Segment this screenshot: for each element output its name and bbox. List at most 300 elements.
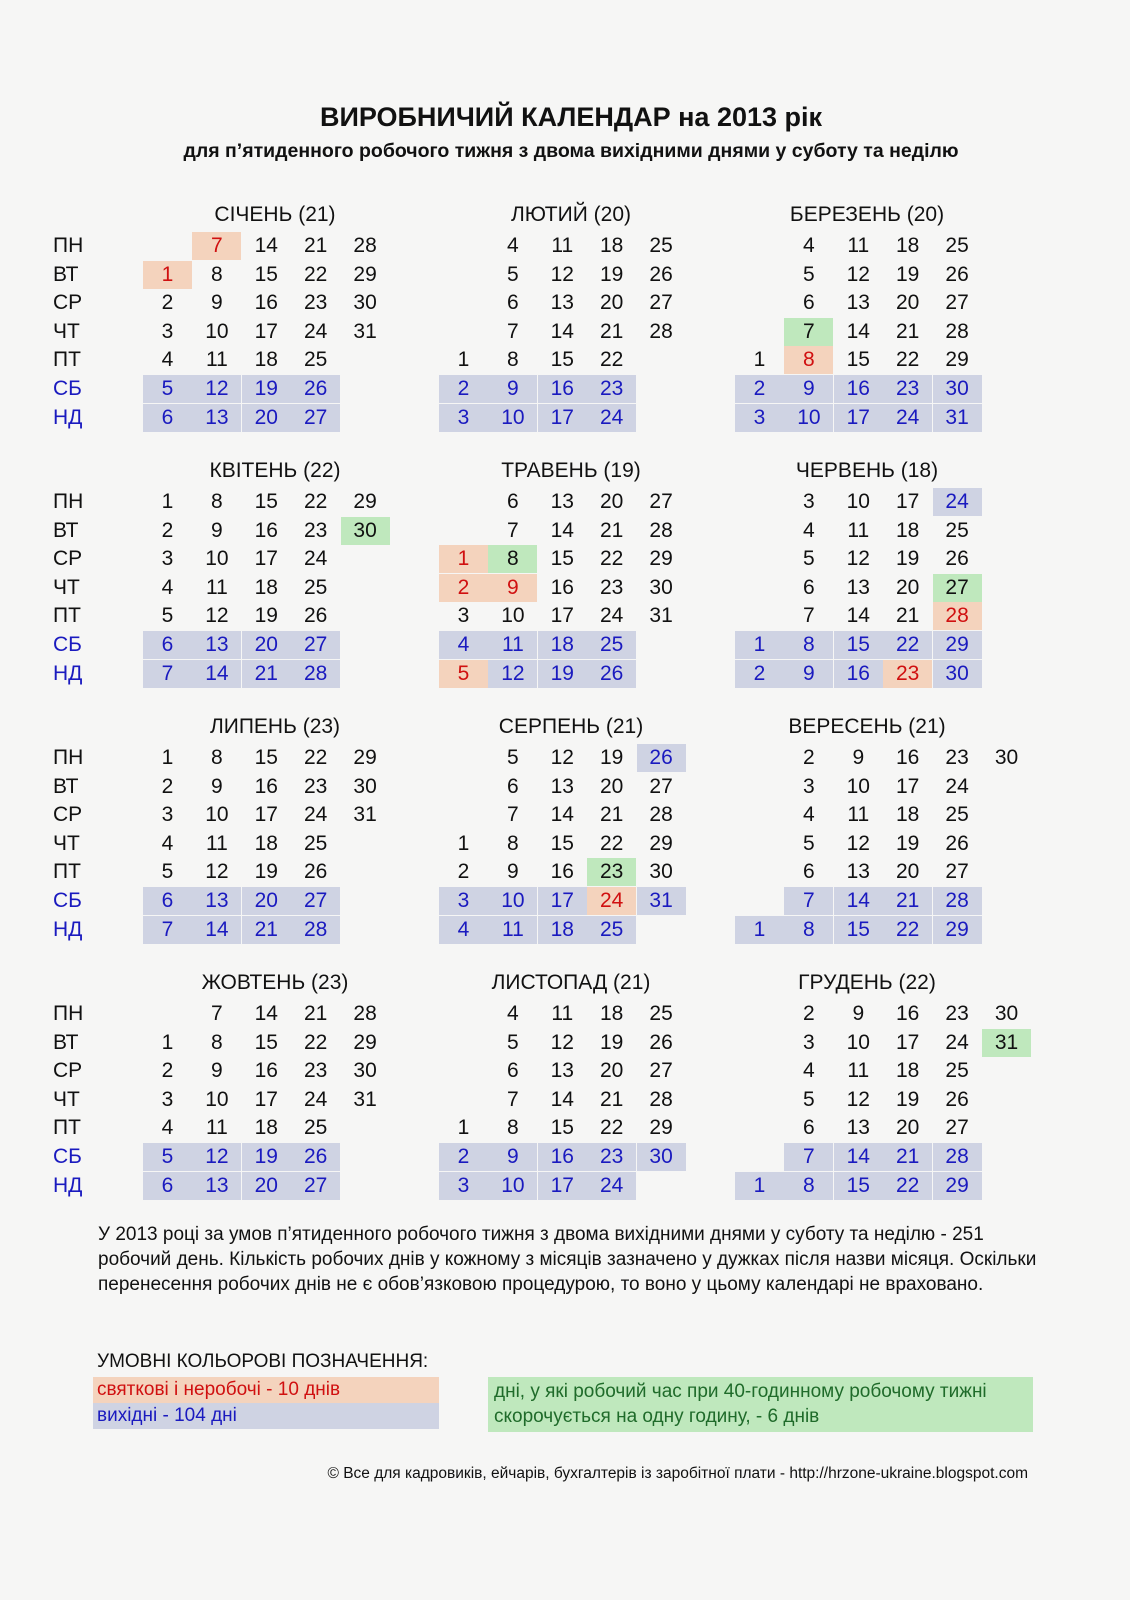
calendar-day: 22 — [883, 631, 932, 659]
calendar-day: 1 — [735, 631, 784, 659]
calendar-day: 11 — [205, 575, 228, 599]
calendar-day: 6 — [803, 575, 815, 599]
calendar-day: 13 — [846, 1116, 870, 1140]
calendar-day: 9 — [211, 774, 223, 798]
calendar-day: 3 — [803, 774, 815, 798]
legend-title: УМОВНІ КОЛЬОРОВІ ПОЗНАЧЕННЯ: — [97, 1351, 429, 1372]
calendar-day: 30 — [353, 774, 377, 798]
calendar-day: 26 — [945, 1087, 969, 1111]
calendar-day: 23 — [304, 291, 328, 315]
calendar-day: 8 — [211, 746, 223, 769]
calendar-day: 29 — [353, 262, 377, 286]
weekday-label: ПТ — [53, 1116, 81, 1140]
calendar-day: 7 — [143, 916, 192, 944]
calendar-day: 2 — [161, 291, 174, 315]
calendar-day: 26 — [649, 1030, 673, 1054]
calendar-day: 26 — [304, 860, 328, 884]
calendar-day: 24 — [304, 1087, 328, 1111]
calendar-day: 31 — [649, 604, 673, 628]
calendar-day: 18 — [254, 1116, 278, 1140]
calendar-day: 24 — [587, 404, 636, 432]
calendar-day: 17 — [254, 803, 278, 827]
calendar-day: 7 — [192, 232, 241, 260]
calendar-day: 13 — [846, 575, 870, 599]
calendar-day: 26 — [945, 262, 969, 286]
calendar-day: 12 — [846, 831, 870, 855]
calendar-day: 7 — [507, 319, 519, 343]
calendar-day: 25 — [304, 348, 328, 372]
month-name: ВЕРЕСЕНЬ (21) — [788, 715, 946, 738]
calendar-day: 22 — [883, 1172, 932, 1200]
calendar-day: 29 — [933, 916, 982, 944]
calendar-day: 9 — [784, 660, 833, 688]
calendar-day: 12 — [846, 1087, 870, 1111]
month-name: ЧЕРВЕНЬ (18) — [795, 459, 939, 482]
calendar-day: 20 — [600, 1059, 624, 1083]
calendar-day: 6 — [143, 887, 192, 915]
calendar-day: 25 — [304, 1116, 328, 1140]
calendar-day: 27 — [649, 774, 673, 798]
calendar-day: 28 — [945, 319, 969, 343]
calendar-day: 28 — [291, 916, 340, 944]
calendar-day: 18 — [538, 631, 587, 659]
calendar-day: 5 — [161, 860, 174, 884]
calendar-day: 28 — [353, 234, 377, 257]
calendar-day: 30 — [933, 660, 982, 688]
calendar-day: 18 — [896, 518, 920, 542]
calendar-day: 3 — [161, 1087, 174, 1111]
calendar-day: 12 — [550, 1030, 574, 1054]
calendar-day: 4 — [161, 348, 174, 372]
calendar-day: 27 — [291, 404, 340, 432]
calendar-day: 5 — [803, 1087, 815, 1111]
calendar-day: 20 — [896, 1116, 920, 1140]
calendar-day: 5 — [161, 604, 174, 628]
calendar-day: 11 — [847, 1059, 870, 1083]
calendar-day: 9 — [488, 1143, 537, 1171]
calendar-day: 24 — [587, 1172, 636, 1200]
calendar-day: 14 — [846, 604, 870, 628]
calendar-day: 14 — [254, 234, 278, 257]
calendar-day: 11 — [205, 831, 228, 855]
calendar-day: 13 — [192, 631, 241, 659]
calendar-day: 21 — [242, 916, 291, 944]
calendar-day: 5 — [439, 660, 488, 688]
calendar-day: 14 — [550, 1087, 574, 1111]
calendar-day: 11 — [847, 234, 870, 257]
calendar-day: 30 — [353, 291, 377, 315]
calendar-day: 31 — [353, 803, 377, 827]
calendar-day: 20 — [600, 291, 624, 315]
calendar-day: 1 — [161, 1030, 174, 1054]
calendar-day: 11 — [488, 916, 537, 944]
calendar-day: 20 — [242, 887, 291, 915]
calendar-day: 12 — [550, 262, 574, 286]
calendar-day: 18 — [896, 803, 920, 827]
calendar-day: 1 — [161, 746, 174, 769]
calendar-day: 10 — [488, 887, 537, 915]
calendar-day: 11 — [847, 518, 870, 542]
calendar-day: 10 — [846, 1030, 870, 1054]
calendar-day: 9 — [852, 746, 865, 769]
weekday-label: ПН — [53, 746, 84, 769]
calendar-day: 25 — [649, 234, 673, 257]
weekday-label: ПТ — [53, 604, 81, 628]
calendar-day: 19 — [538, 660, 587, 688]
calendar-day: 3 — [439, 887, 488, 915]
calendar-day: 24 — [933, 488, 982, 516]
calendar-day: 17 — [538, 404, 587, 432]
calendar-day: 22 — [896, 348, 920, 372]
weekday-label: НД — [53, 1173, 83, 1197]
calendar-day: 27 — [291, 887, 340, 915]
calendar-day: 4 — [803, 803, 815, 827]
calendar-day: 3 — [161, 803, 174, 827]
calendar-day: 4 — [803, 1059, 815, 1083]
calendar-day: 24 — [600, 604, 624, 628]
calendar-day: 15 — [846, 348, 870, 372]
calendar-day: 24 — [945, 1030, 969, 1054]
calendar-day: 27 — [649, 1059, 673, 1083]
calendar-day: 2 — [161, 774, 174, 798]
calendar-day: 16 — [834, 375, 883, 403]
calendar-day: 6 — [803, 1116, 815, 1140]
calendar-day: 8 — [784, 1172, 833, 1200]
calendar-day: 14 — [254, 1002, 278, 1025]
weekday-label: ЧТ — [53, 1087, 80, 1111]
calendar-day: 22 — [600, 547, 624, 571]
weekday-label: СР — [53, 547, 83, 571]
footer-credit: © Все для кадровиків, ейчарів, бухгалтерів із заробітної плати - http://hrzone-ukraine.blogspot.com — [327, 1465, 1028, 1482]
calendar-day: 11 — [205, 348, 228, 372]
calendar-day: 4 — [161, 575, 174, 599]
weekday-label: ВТ — [53, 1030, 79, 1054]
calendar-day: 15 — [254, 262, 278, 286]
calendar-day: 3 — [161, 319, 174, 343]
calendar-day: 11 — [205, 1116, 228, 1140]
weekday-label: ПТ — [53, 348, 81, 372]
calendar-day: 5 — [803, 547, 815, 571]
calendar-day: 13 — [550, 1059, 574, 1083]
calendar-day: 14 — [550, 319, 574, 343]
calendar-day: 19 — [600, 262, 624, 286]
weekday-label: ВТ — [53, 518, 79, 542]
weekday-label: СБ — [53, 889, 82, 912]
calendar-day: 4 — [507, 234, 519, 257]
calendar-day: 26 — [945, 831, 969, 855]
calendar-day: 27 — [291, 1172, 340, 1200]
calendar-day: 29 — [353, 746, 377, 769]
calendar-day: 18 — [254, 831, 278, 855]
calendar-day: 1 — [161, 490, 174, 513]
month-name: БЕРЕЗЕНЬ (20) — [789, 203, 945, 226]
calendar-day: 13 — [550, 490, 574, 513]
calendar-day: 15 — [834, 1172, 883, 1200]
calendar-day: 28 — [933, 887, 982, 915]
legend-weekends: вихідні - 104 дні — [93, 1403, 439, 1429]
calendar-day: 10 — [205, 547, 229, 571]
calendar-day: 20 — [600, 774, 624, 798]
calendar-day: 9 — [211, 1059, 223, 1083]
calendar-day: 21 — [896, 319, 920, 343]
calendar-day: 27 — [945, 1116, 969, 1140]
calendar-day: 19 — [600, 1030, 624, 1054]
weekday-label: ВТ — [53, 774, 79, 798]
calendar-day: 21 — [600, 319, 624, 343]
calendar-day: 5 — [803, 831, 815, 855]
calendar-day: 22 — [304, 490, 328, 513]
calendar-day: 16 — [550, 860, 574, 884]
calendar-day: 8 — [784, 631, 833, 659]
calendar-day: 6 — [803, 860, 815, 884]
weekday-label: СР — [53, 291, 83, 315]
calendar-day: 5 — [143, 1143, 192, 1171]
calendar-day: 6 — [507, 490, 519, 513]
calendar-day: 12 — [205, 860, 229, 884]
calendar-day: 28 — [649, 1087, 673, 1111]
calendar-day: 4 — [439, 631, 488, 659]
calendar-day: 8 — [507, 1116, 519, 1140]
calendar-day: 12 — [846, 262, 870, 286]
calendar-day: 16 — [896, 746, 920, 769]
weekday-label: СР — [53, 803, 83, 827]
calendar-day: 21 — [304, 234, 328, 257]
calendar-day: 19 — [896, 262, 920, 286]
calendar-day: 1 — [143, 261, 192, 289]
legend-holidays: святкові і неробочі - 10 днів — [93, 1377, 439, 1403]
calendar-day: 20 — [242, 404, 291, 432]
calendar-day: 23 — [304, 518, 328, 542]
calendar-day: 20 — [896, 291, 920, 315]
calendar-day: 28 — [291, 660, 340, 688]
calendar-day: 25 — [945, 803, 969, 827]
calendar-day: 24 — [945, 774, 969, 798]
calendar-day: 23 — [587, 1143, 636, 1171]
calendar-day: 10 — [846, 490, 870, 513]
month-name: КВІТЕНЬ (22) — [209, 459, 341, 482]
calendar-day: 29 — [649, 1116, 673, 1140]
calendar-day: 9 — [507, 860, 519, 884]
calendar-day: 19 — [242, 1143, 291, 1171]
calendar-day: 6 — [143, 1172, 192, 1200]
calendar-day: 8 — [211, 262, 223, 286]
calendar-day: 5 — [507, 262, 519, 286]
calendar-day: 16 — [254, 518, 278, 542]
calendar-day: 8 — [784, 916, 833, 944]
calendar-day: 27 — [649, 291, 673, 315]
calendar-day: 4 — [161, 831, 174, 855]
calendar-day: 28 — [649, 518, 673, 542]
calendar-day: 28 — [933, 602, 982, 630]
calendar-day: 15 — [550, 547, 574, 571]
calendar-day: 2 — [161, 1059, 174, 1083]
calendar-day: 18 — [600, 234, 624, 257]
calendar-day: 8 — [211, 1030, 223, 1054]
weekday-label: ПН — [53, 234, 84, 257]
calendar-day: 1 — [753, 348, 766, 372]
calendar-day: 21 — [600, 803, 624, 827]
calendar-day: 10 — [205, 319, 229, 343]
calendar-day: 12 — [550, 746, 574, 769]
calendar-day: 7 — [507, 803, 519, 827]
calendar-day: 23 — [883, 375, 932, 403]
calendar-day: 19 — [242, 375, 291, 403]
calendar-day: 13 — [192, 1172, 241, 1200]
calendar-day: 22 — [600, 348, 624, 372]
calendar-day: 2 — [457, 860, 470, 884]
calendar-day: 11 — [488, 631, 537, 659]
calendar-day: 25 — [649, 1002, 673, 1025]
calendar-day: 28 — [353, 1002, 377, 1025]
calendar-day: 3 — [161, 547, 174, 571]
calendar-day: 12 — [846, 547, 870, 571]
weekday-label: СБ — [53, 1145, 82, 1168]
calendar-day: 16 — [896, 1002, 920, 1025]
calendar-day: 31 — [353, 1087, 377, 1111]
calendar-day: 10 — [846, 774, 870, 798]
calendar-day: 14 — [550, 803, 574, 827]
calendar-day: 17 — [254, 319, 278, 343]
calendar-day: 17 — [896, 490, 920, 513]
calendar-day: 16 — [834, 660, 883, 688]
calendar-day: 25 — [587, 631, 636, 659]
calendar-day: 14 — [192, 660, 241, 688]
calendar-day: 7 — [784, 887, 833, 915]
calendar-day: 3 — [439, 404, 488, 432]
calendar-day: 24 — [304, 319, 328, 343]
calendar-day: 5 — [143, 375, 192, 403]
calendar-day: 4 — [161, 1116, 174, 1140]
calendar-day: 6 — [507, 1059, 519, 1083]
calendar-day: 13 — [846, 860, 870, 884]
calendar-day: 13 — [550, 774, 574, 798]
calendar-day: 25 — [945, 518, 969, 542]
calendar-day: 25 — [304, 831, 328, 855]
calendar-day: 1 — [735, 1172, 784, 1200]
calendar-day: 22 — [600, 831, 624, 855]
calendar-day: 27 — [649, 490, 673, 513]
calendar-day: 27 — [291, 631, 340, 659]
calendar-day: 2 — [439, 375, 488, 403]
calendar-day: 17 — [896, 1030, 920, 1054]
calendar-day: 14 — [550, 518, 574, 542]
legend-shortened: дні, у які робочий час при 40-годинному робочому тижні скорочується на одну годину, - 6 днів — [488, 1377, 1033, 1432]
month-name: ЖОВТЕНЬ (23) — [201, 971, 349, 994]
calendar-day: 2 — [803, 1002, 815, 1025]
calendar-day: 20 — [896, 575, 920, 599]
calendar-day: 7 — [784, 318, 833, 346]
calendar-day: 15 — [254, 490, 278, 513]
calendar-day: 23 — [945, 1002, 969, 1025]
calendar-day: 20 — [242, 1172, 291, 1200]
calendar-day: 24 — [304, 803, 328, 827]
calendar-day: 26 — [637, 744, 686, 772]
calendar-day: 14 — [192, 916, 241, 944]
calendar-day: 15 — [550, 831, 574, 855]
calendar-day: 15 — [550, 348, 574, 372]
weekday-label: ПН — [53, 490, 84, 513]
calendar-day: 13 — [846, 291, 870, 315]
calendar-day: 22 — [600, 1116, 624, 1140]
month-name: ЛИПЕНЬ (23) — [209, 715, 341, 738]
calendar-day: 3 — [735, 404, 784, 432]
calendar-day: 25 — [945, 234, 969, 257]
calendar-day: 14 — [846, 319, 870, 343]
calendar-day: 9 — [852, 1002, 865, 1025]
weekday-label: ЧТ — [53, 319, 80, 343]
calendar-day: 27 — [945, 860, 969, 884]
calendar-day: 3 — [439, 1172, 488, 1200]
weekday-label: ВТ — [53, 262, 79, 286]
calendar-day: 21 — [242, 660, 291, 688]
calendar-day: 17 — [538, 887, 587, 915]
calendar-day: 6 — [143, 404, 192, 432]
calendar-day: 16 — [254, 291, 278, 315]
calendar-day: 9 — [488, 375, 537, 403]
calendar-day: 9 — [211, 518, 223, 542]
calendar-day: 24 — [883, 404, 932, 432]
calendar-day: 9 — [488, 574, 537, 602]
calendar-day: 1 — [457, 348, 470, 372]
calendar-day: 31 — [637, 887, 686, 915]
calendar-day: 2 — [161, 518, 174, 542]
calendar-day: 29 — [353, 490, 377, 513]
calendar-day: 2 — [735, 375, 784, 403]
month-name: ТРАВЕНЬ (19) — [501, 459, 641, 482]
calendar-day: 19 — [600, 746, 624, 769]
calendar-day: 3 — [803, 490, 815, 513]
calendar-day: 10 — [488, 404, 537, 432]
calendar-day: 15 — [550, 1116, 574, 1140]
calendar-day: 10 — [205, 1087, 229, 1111]
calendar-day: 31 — [982, 1029, 1031, 1057]
calendar-day: 17 — [254, 1087, 278, 1111]
calendar-day: 21 — [304, 1002, 328, 1025]
calendar-day: 2 — [439, 574, 488, 602]
calendar-day: 15 — [254, 746, 278, 769]
calendar-day: 23 — [587, 375, 636, 403]
weekday-label: СБ — [53, 377, 82, 400]
calendar-day: 30 — [994, 746, 1019, 769]
calendar-day: 8 — [784, 346, 833, 374]
calendar-day: 15 — [254, 1030, 278, 1054]
month-name: ГРУДЕНЬ (22) — [798, 971, 936, 994]
calendar-day: 10 — [784, 404, 833, 432]
calendar-day: 24 — [587, 887, 636, 915]
page-subtitle: для п’ятиденного робочого тижня з двома вихідними днями у суботу та неділю — [183, 140, 959, 162]
calendar-day: 19 — [254, 604, 278, 628]
calendar-day: 2 — [439, 1143, 488, 1171]
calendar-day: 18 — [538, 916, 587, 944]
calendar-day: 28 — [649, 803, 673, 827]
calendar-day: 21 — [896, 604, 920, 628]
calendar-day: 25 — [587, 916, 636, 944]
calendar-day: 19 — [896, 1087, 920, 1111]
calendar-day: 7 — [507, 518, 519, 542]
calendar-day: 26 — [587, 660, 636, 688]
calendar-day: 7 — [507, 1087, 519, 1111]
calendar-day: 3 — [803, 1030, 815, 1054]
calendar-day: 23 — [883, 660, 932, 688]
calendar-day: 28 — [933, 1143, 982, 1171]
calendar-day: 21 — [600, 1087, 624, 1111]
calendar-day: 25 — [945, 1059, 969, 1083]
month-name: СІЧЕНЬ (21) — [214, 203, 336, 226]
page-title: ВИРОБНИЧИЙ КАЛЕНДАР на 2013 рік — [319, 102, 823, 132]
calendar-day: 23 — [304, 774, 328, 798]
calendar-day: 22 — [304, 262, 328, 286]
calendar-day: 26 — [649, 262, 673, 286]
